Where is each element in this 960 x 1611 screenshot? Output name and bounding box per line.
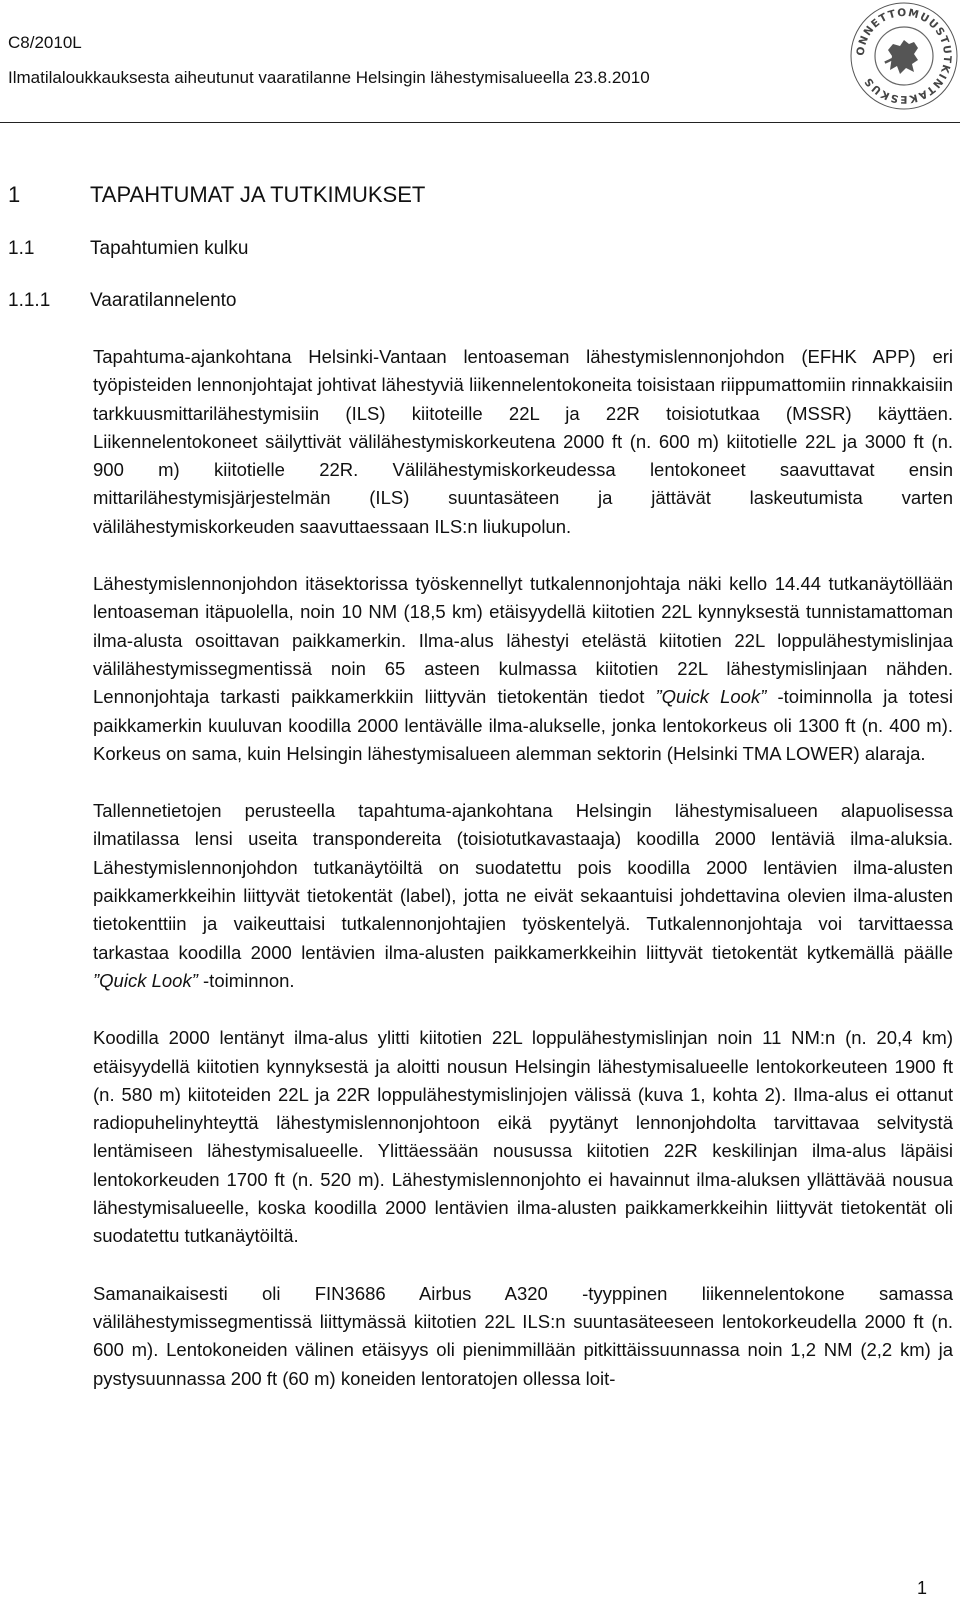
page-number: 1 [917, 1578, 928, 1598]
paragraph-3-part-a: Tallennetietojen perusteella tapahtuma-ajankohtana Helsingin lähestymisalueen alapuolisessa ilmatilassa lensi useita transpondereita (toisiotutkavastaaja) koodilla 2000 lentäviä ilma-aluksia. Lähestymislennonjohdon tutkanäytöiltä on suodatettu pois koodilla 2000 lentävien ilma-alusten paikkamerkkeihin liittyvät tietokentät (label), jotta ne eivät sekaantuisi johdettavina olevien ilma-alusten tietokenttiin ja vaikeuttaisi tutkalennonjohtajien työskentelyä. Tutkalennonjohtaja voi tarvittaessa tarkastaa koodilla 2000 lentävien ilma-alusten paikkamerkkeihin liittyvät tietokentät kytkemällä päälle [93, 800, 953, 963]
paragraph-2-part-a: Lähestymislennonjohdon itäsektorissa työskennellyt tutkalennonjohtaja näki kello 14.44 tutkanäytöllään lentoaseman itäpuolella, noin 10 NM (18,5 km) etäisyydellä kiitotien 22L kynnyksestä tunnistamattoman ilma-alusta osoittavan paikkamerkin. Ilma-alus lähestyi etelästä kiitotien 22L loppulähestymislinjaa välilähestymissegmentissä noin 65 asteen kulmassa kiitotien 22L lähestymislinjaan nähden. Lennonjohtaja tarkasti paikkamerkkiin liittyvän tietokentän tiedot [93, 573, 953, 708]
chapter-title: TAPAHTUMAT JA TUTKIMUKSET [90, 182, 426, 207]
paragraph-5: Samanaikaisesti oli FIN3686 Airbus A320 -tyyppinen liikennelentokone samassa välilähestymissegmentissä liittymässä kiitotien 22L ILS:n suuntasäteeseen lentokorkeudella 2000 ft (n. 600 m). Lentokoneiden välinen etäisyys oli pienimmillään pitkittäissuunnassa noin 1,2 NM (2,2 km) ja pystysuunnassa 200 ft (60 m) koneiden lentoratojen ollessa loit- [93, 1282, 953, 1389]
section-title: Tapahtumien kulku [90, 238, 249, 259]
section-number: 1.1 [8, 238, 35, 259]
section-heading [8, 238, 248, 260]
chapter-number: 1 [8, 182, 21, 207]
header-divider [0, 122, 960, 123]
report-id: C8/2010L [8, 33, 82, 52]
subsection-title: Vaaratilannelento [90, 290, 237, 311]
investigation-authority-seal [848, 0, 960, 112]
paragraph-3 [93, 797, 953, 995]
report-title: Ilmatilaloukkauksesta aiheutunut vaaratilanne Helsingin lähestymisalueella 23.8.2010 [8, 68, 650, 87]
paragraph-1: Tapahtuma-ajankohtana Helsinki-Vantaan lentoaseman lähestymislennonjohdon (EFHK APP) eri työpisteiden lennonjohtajat johtivat lähestyviä liikennelentokoneita toisistaan riippumattomiin rinnakkaisiin tarkkuusmittarilähestymisiin (ILS) kiitoteille 22L ja 22R toisiotutkaa (MSSR) käyttäen. Liikennelentokoneet säilyttivät välilähestymiskorkeutena 2000 ft (n. 600 m) kiitotielle 22L ja 3000 ft (n. 900 m) kiitotielle 22R. Välilähestymiskorkeudessa lentokoneet saavuttavat ensin mittarilähestymisjärjestelmän (ILS) suuntasäteen ja jättävät laskeutumista varten välilähestymiskorkeuden saavuttaessaan ILS:n liukupolun. [93, 346, 953, 537]
seal-ring-text: ONNETTOMUUSTUTKINTAKESKUS [854, 6, 954, 106]
body-text [93, 343, 953, 1393]
paragraph-2 [93, 570, 953, 768]
chapter-heading [8, 182, 425, 208]
paragraph-3-part-b: -toiminnon. [197, 969, 295, 991]
subsection-heading [8, 290, 236, 312]
quick-look-term: ”Quick Look” [93, 969, 198, 991]
quick-look-term: ”Quick Look” [655, 686, 767, 708]
lion-emblem-icon [884, 40, 918, 74]
subsection-number: 1.1.1 [8, 290, 51, 311]
paragraph-2-part-b: -toiminnolla ja totesi paikkamerkin kuuluvan koodilla 2000 lentävälle ilma-alukselle, jonka lentokorkeus oli 1300 ft (n. 400 m). Korkeus on sama, kuin Helsingin lähestymisalueen alemman sektorin (Helsinki TMA LOWER) alaraja. [93, 686, 953, 764]
paragraph-4: Koodilla 2000 lentänyt ilma-alus ylitti kiitotien 22L loppulähestymislinjan noin 11 NM:n (n. 20,4 km) etäisyydellä kiitotien kynnyksestä ja aloitti nousun Helsingin lähestymisalueelle lentokorkeuteen 1900 ft (n. 580 m) kiitoteiden 22L ja 22R loppulähestymislinjojen välissä (kuva 1, kohta 2). Ilma-alus ei ottanut radiopuhelinyhteyttä lähestymislennonjohtoon eikä pyytänyt lennonjohdolta tarvittavaa selvitystä lentämiseen lähestymisalueelle. Ylittäessään nousussa kiitotien 22R keskilinjan ilma-alus läpäisi lentokorkeuden 1700 ft (n. 520 m). Lähestymislennonjohto ei havainnut ilma-aluksen yllättävää nousua lähestymisalueelle, koska koodilla 2000 lentävien ilma-alusten paikkamerkkeihin liittyvät tietokentät oli suodatettu tutkanäytöiltä. [93, 1027, 953, 1247]
